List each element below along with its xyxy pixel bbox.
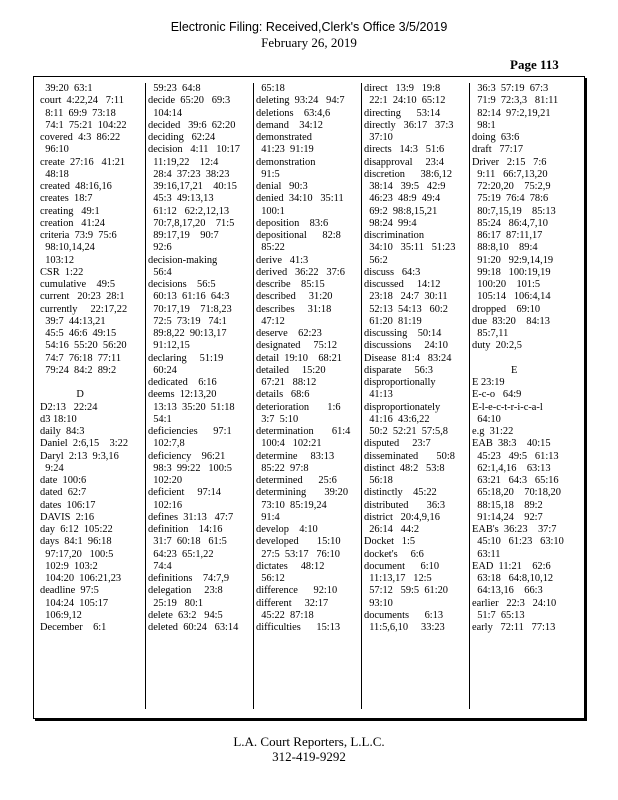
index-entry-line: delegation 23:8: [148, 585, 223, 597]
index-entry-line: 45:23 49:5 61:13: [472, 450, 559, 462]
index-entry-line: directly 36:17 37:3: [364, 119, 454, 131]
index-entry-line: Daniel 2:6,15 3:22: [40, 438, 129, 450]
index-entry-line: deficiency 96:21: [148, 450, 226, 462]
efiling-stamp: [0, 20, 618, 50]
index-entry-line: E-c-o 64:9: [472, 389, 522, 401]
index-entry-line: 88:8,10 89:4: [472, 242, 538, 254]
transcript-date: February 26, 2019: [261, 35, 357, 50]
index-entry-line: duty 20:2,5: [472, 340, 522, 352]
index-entry-line: Disease 81:4 83:24: [364, 352, 452, 364]
index-entry-line: [472, 353, 578, 365]
word-index-box: [33, 76, 585, 719]
index-entry-line: 25:19 80:1: [148, 597, 204, 609]
index-entry-line: distinct 48:2 53:8: [364, 462, 445, 474]
index-entry-line: cumulative 49:5: [40, 279, 116, 290]
index-entry-line: discussed 14:12: [364, 279, 441, 290]
index-entry-line: details 68:6: [256, 389, 310, 401]
index-entry-line: 28:4 37:23 38:23: [148, 168, 230, 180]
index-entry-line: 59:23 64:8: [148, 83, 201, 94]
index-entry-line: definitions 74:7,9: [148, 573, 230, 584]
index-entry-line: EAD 11:21 62:6: [472, 560, 551, 572]
index-entry-line: 23:18 24:7 30:11: [364, 291, 448, 303]
index-entry-line: deciding 62:24: [148, 132, 216, 143]
index-entry-line: 13:13 35:20 51:18: [148, 401, 235, 413]
index-entry-line: 93:10: [364, 597, 393, 609]
index-entry-line: 31:7 60:18 61:5: [148, 536, 227, 548]
index-entry-line: 11:19,22 12:4: [148, 156, 219, 168]
index-entry-line: EAB's 36:23 37:7: [472, 524, 557, 535]
index-entry-line: derived 36:22 37:6: [256, 266, 345, 278]
index-entry-line: discussing 50:14: [364, 328, 442, 339]
index-column-3: [256, 83, 358, 712]
index-entry-line: depositional 82:8: [256, 230, 341, 241]
index-entry-line: determine 83:13: [256, 450, 335, 462]
index-entry-line: 39:20 63:1: [40, 83, 93, 94]
index-entry-line: 50:2 52:21 57:5,8: [364, 426, 448, 437]
index-entry-line: deleted 60:24 63:14: [148, 622, 239, 633]
footer: [0, 734, 618, 764]
index-entry-line: developed 15:10: [256, 536, 341, 548]
index-entry-line: E: [472, 364, 518, 376]
index-entry-line: 41:23 91:19: [256, 144, 314, 156]
index-entry-line: e.g 31:22: [472, 426, 514, 437]
index-entry-line: 91:20 92:9,14,19: [472, 254, 554, 266]
index-entry-line: 85:22: [256, 242, 285, 254]
index-entry-line: date 100:6: [40, 475, 87, 486]
index-entry-line: discretion 38:6,12: [364, 168, 453, 180]
index-entry-line: 104:24 105:17: [40, 597, 109, 609]
index-entry-line: 98:10,14,24: [40, 242, 95, 254]
index-entry-line: 41:16 43:6,22: [364, 413, 430, 425]
index-entry-line: 89:17,19 90:7: [148, 230, 219, 241]
index-entry-line: 102:16: [148, 499, 183, 511]
index-entry-line: 26:14 44:2: [364, 524, 420, 535]
index-entry-line: 54:1: [148, 413, 172, 425]
index-entry-line: 85:7,11: [472, 328, 509, 339]
index-entry-line: deletions 63:4,6: [256, 107, 331, 119]
index-entry-line: days 84:1 96:18: [40, 536, 112, 548]
index-entry-line: decide 65:20 69:3: [148, 95, 231, 107]
index-entry-line: 86:17 87:11,17: [472, 230, 543, 241]
index-entry-line: create 27:16 41:21: [40, 156, 126, 168]
index-entry-line: 85:22 97:8: [256, 462, 309, 474]
index-entry-line: decided 39:6 62:20: [148, 119, 236, 131]
index-column-1: [40, 83, 142, 712]
index-entry-line: delete 63:2 94:5: [148, 609, 223, 621]
index-entry-line: deadline 97:5: [40, 585, 99, 597]
index-entry-line: disapproval 23:4: [364, 156, 444, 168]
index-entry-line: deleting 93:24 94:7: [256, 95, 345, 107]
index-entry-line: 56:2: [364, 254, 388, 266]
index-entry-line: determining 39:20: [256, 487, 349, 499]
index-entry-line: 72:5 73:19 74:1: [148, 315, 227, 327]
index-entry-line: disseminated 50:8: [364, 450, 455, 462]
index-entry-line: 45:5 46:6 49:15: [40, 328, 117, 339]
index-entry-line: direct 13:9 19:8: [364, 83, 441, 94]
index-entry-line: 64:10: [472, 413, 501, 425]
index-entry-line: 60:13 61:16 64:3: [148, 291, 230, 303]
index-entry-line: decisions 56:5: [148, 279, 216, 290]
index-entry-line: disproportionally: [364, 377, 436, 388]
index-entry-line: 98:3 99:22 100:5: [148, 462, 232, 474]
index-entry-line: 106:9,12: [40, 609, 82, 621]
index-entry-line: difference 92:10: [256, 585, 338, 597]
index-entry-line: draft 77:17: [472, 144, 524, 156]
index-entry-line: 70:17,19 71:8,23: [148, 303, 232, 315]
index-entry-line: demand 34:12: [256, 119, 323, 131]
index-entry-line: court 4:22,24 7:11: [40, 95, 124, 107]
index-entry-line: deterioration 1:6: [256, 401, 341, 413]
index-entry-line: covered 4:3 86:22: [40, 132, 121, 143]
index-entry-line: demonstration: [256, 156, 316, 168]
index-entry-line: 73:10 85:19,24: [256, 499, 327, 511]
index-entry-line: [40, 377, 142, 389]
index-entry-line: 63:18 64:8,10,12: [472, 573, 554, 584]
index-entry-line: disproportionately: [364, 401, 441, 413]
index-entry-line: 70:7,8,17,20 71:5: [148, 217, 235, 229]
index-entry-line: 102:9 103:2: [40, 560, 98, 572]
index-entry-line: 56:18: [364, 475, 393, 486]
index-entry-line: CSR 1:22: [40, 266, 84, 278]
index-entry-line: 100:4 102:21: [256, 438, 322, 450]
index-entry-line: dedicated 6:16: [148, 377, 217, 388]
index-column-2: [148, 83, 250, 712]
index-entry-line: 3:7 5:10: [256, 413, 299, 425]
index-column-4: [364, 83, 466, 712]
index-entry-line: 54:16 55:20 56:20: [40, 340, 127, 352]
index-entry-line: directs 14:3 51:6: [364, 144, 445, 156]
index-entry-line: 98:24 99:4: [364, 217, 417, 229]
index-entry-line: 105:14 106:4,14: [472, 291, 551, 303]
page-number: Page 113: [510, 57, 559, 72]
index-entry-line: 96:10: [40, 144, 69, 156]
index-entry-line: 74:7 76:18 77:11: [40, 352, 122, 364]
index-column-5: [472, 83, 578, 712]
index-entry-line: 104:14: [148, 107, 183, 119]
index-entry-line: 46:23 48:9 49:4: [364, 193, 441, 205]
index-entry-line: 100:1: [256, 205, 285, 217]
reporter-phone: 312-419-9292: [272, 749, 346, 764]
index-entry-line: district 20:4,9,16: [364, 511, 440, 523]
index-entry-line: 11:5,6,10 33:23: [364, 622, 445, 633]
index-entry-line: E 23:19: [472, 377, 505, 388]
index-entry-line: deserve 62:23: [256, 328, 322, 339]
index-entry-line: D: [40, 389, 84, 401]
index-entry-line: 27:5 53:17 76:10: [256, 548, 340, 560]
index-entry-line: due 83:20 84:13: [472, 315, 550, 327]
index-entry-line: doing 63:6: [472, 132, 520, 143]
index-entry-line: determined 25:6: [256, 475, 337, 486]
index-entry-line: 9:24: [40, 462, 64, 474]
index-entry-line: 82:14 97:2,19,21: [472, 107, 551, 119]
index-entry-line: 63:21 64:3 65:16: [472, 475, 559, 486]
index-entry-line: designated 75:12: [256, 340, 338, 352]
index-entry-line: EAB 38:3 40:15: [472, 438, 551, 450]
index-entry-line: discuss 64:3: [364, 266, 421, 278]
index-entry-line: 80:7,15,19 85:13: [472, 205, 556, 217]
index-entry-line: defines 31:13 47:7: [148, 511, 234, 523]
index-entry-line: 99:18 100:19,19: [472, 266, 551, 278]
index-entry-line: disputed 23:7: [364, 438, 431, 450]
index-entry-line: E-l-e-c-t-r-i-c-a-l: [472, 401, 543, 413]
index-entry-line: deems 12:13,20: [148, 389, 217, 401]
index-entry-line: definition 14:16: [148, 524, 223, 535]
index-entry-line: detail 19:10 68:21: [256, 352, 343, 364]
index-entry-line: daily 84:3: [40, 426, 85, 437]
efiling-line: Electronic Filing: Received,Clerk's Office 3/5/2019: [170, 20, 448, 34]
index-entry-line: Docket 1:5: [364, 536, 416, 548]
index-entry-line: 103:12: [40, 254, 75, 266]
index-entry-line: current 20:23 28:1: [40, 291, 125, 303]
index-entry-line: 85:24 86:4,7,10: [472, 217, 548, 229]
index-entry-line: demonstrated: [256, 132, 312, 143]
column-divider: [253, 83, 254, 709]
index-entry-line: 36:3 57:19 67:3: [472, 83, 549, 94]
index-entry-line: difficulties 15:13: [256, 622, 341, 633]
index-entry-line: 65:18: [256, 83, 285, 94]
index-entry-line: 41:13: [364, 389, 393, 401]
index-entry-line: 45:3 49:13,13: [148, 193, 214, 205]
index-entry-line: 38:14 39:5 42:9: [364, 181, 446, 192]
index-entry-line: 11:13,17 12:5: [364, 573, 432, 584]
index-entry-line: 100:20 101:5: [472, 279, 541, 290]
index-entry-line: detailed 15:20: [256, 364, 326, 376]
index-entry-line: derive 41:3: [256, 254, 309, 266]
index-entry-line: discussions 24:10: [364, 340, 448, 352]
index-entry-line: 52:13 54:13 60:2: [364, 303, 448, 315]
index-entry-line: 39:16,17,21 40:15: [148, 181, 237, 192]
index-entry-line: 91:12,15: [148, 340, 190, 352]
index-entry-line: 37:10: [364, 132, 393, 143]
index-entry-line: 75:19 76:4 78:6: [472, 193, 549, 205]
index-entry-line: 69:2 98:8,15,21: [364, 205, 438, 217]
index-entry-line: 47:12: [256, 315, 285, 327]
index-entry-line: dictates 48:12: [256, 560, 325, 572]
index-entry-line: decision-making: [148, 254, 218, 266]
index-entry-line: December 6:1: [40, 622, 107, 633]
index-entry-line: describe 85:15: [256, 279, 325, 290]
index-entry-line: directing 53:14: [364, 107, 441, 119]
index-entry-line: creating 49:1: [40, 205, 100, 217]
index-entry-line: 48:18: [40, 168, 69, 180]
index-entry-line: Driver 2:15 7:6: [472, 156, 547, 168]
index-entry-line: 45:10 61:23 63:10: [472, 536, 564, 548]
index-entry-line: declaring 51:19: [148, 352, 224, 364]
index-entry-line: D2:13 22:24: [40, 401, 98, 413]
index-entry-line: 74:4: [148, 560, 172, 572]
index-entry-line: early 72:11 77:13: [472, 622, 556, 633]
index-entry-line: 9:11 66:7,13,20: [472, 168, 548, 180]
index-entry-line: distinctly 45:22: [364, 487, 437, 499]
index-entry-line: 57:12 59:5 61:20: [364, 585, 448, 597]
index-entry-line: 64:13,16 66:3: [472, 585, 543, 597]
index-entry-line: 91:14,24 92:7: [472, 511, 543, 523]
index-entry-line: 97:17,20 100:5: [40, 548, 114, 560]
index-entry-line: deficient 97:14: [148, 487, 222, 499]
index-entry-line: 67:21 88:12: [256, 377, 317, 388]
index-entry-line: denial 90:3: [256, 181, 308, 192]
index-entry-line: 64:23 65:1,22: [148, 548, 214, 560]
index-entry-line: Daryl 2:13 9:3,16: [40, 450, 119, 462]
column-divider: [145, 83, 146, 709]
index-entry-line: describes 31:18: [256, 303, 332, 315]
index-entry-line: disparate 56:3: [364, 364, 433, 376]
index-entry-line: dated 62:7: [40, 487, 87, 499]
index-entry-line: DAVIS 2:16: [40, 511, 95, 523]
index-entry-line: 62:1,4,16 63:13: [472, 462, 551, 474]
index-entry-line: 102:20: [148, 475, 183, 486]
index-entry-line: 51:7 65:13: [472, 609, 525, 621]
index-entry-line: 88:15,18 89:2: [472, 499, 543, 511]
index-entry-line: 79:24 84:2 89:2: [40, 364, 117, 376]
index-entry-line: distributed 36:3: [364, 499, 446, 511]
index-entry-line: criteria 73:9 75:6: [40, 230, 117, 241]
index-entry-line: day 6:12 105:22: [40, 524, 113, 535]
index-entry-line: 45:22 87:18: [256, 609, 314, 621]
index-entry-line: dropped 69:10: [472, 303, 541, 315]
index-entry-line: creation 41:24: [40, 217, 105, 229]
index-entry-line: earlier 22:3 24:10: [472, 597, 557, 609]
column-divider: [469, 83, 470, 709]
index-entry-line: 65:18,20 70:18,20: [472, 487, 561, 499]
index-entry-line: denied 34:10 35:11: [256, 193, 344, 205]
index-entry-line: 104:20 106:21,23: [40, 573, 122, 584]
index-entry-line: 34:10 35:11 51:23: [364, 242, 456, 254]
index-entry-line: discrimination: [364, 230, 425, 241]
index-entry-line: 102:7,8: [148, 438, 185, 450]
index-entry-line: 91:4: [256, 511, 280, 523]
column-divider: [361, 83, 362, 709]
index-entry-line: 22:1 24:10 65:12: [364, 95, 446, 107]
index-entry-line: document 6:10: [364, 560, 440, 572]
index-entry-line: d3 18:10: [40, 413, 77, 425]
index-entry-line: 71:9 72:3,3 81:11: [472, 95, 559, 107]
index-entry-line: deficiencies 97:1: [148, 426, 232, 437]
index-entry-line: dates 106:17: [40, 499, 96, 511]
index-entry-line: 56:4: [148, 266, 172, 278]
index-entry-line: determination 61:4: [256, 426, 351, 437]
index-entry-line: 8:11 69:9 73:18: [40, 107, 116, 119]
index-entry-line: created 48:16,16: [40, 181, 112, 192]
reporter-name: L.A. Court Reporters, L.L.C.: [233, 734, 385, 749]
index-entry-line: 56:12: [256, 573, 285, 584]
index-entry-line: 61:20 81:19: [364, 315, 422, 327]
index-entry-line: 63:11: [472, 548, 501, 560]
index-entry-line: 91:5: [256, 168, 280, 180]
index-entry-line: 89:8,22 90:13,17: [148, 328, 227, 339]
index-entry-line: 60:24: [148, 364, 177, 376]
index-entry-line: currently 22:17,22: [40, 303, 128, 315]
index-entry-line: different 32:17: [256, 597, 329, 609]
index-entry-line: documents 6:13: [364, 609, 444, 621]
index-entry-line: 74:1 75:21 104:22: [40, 119, 127, 131]
index-entry-line: 39:7 44:13,21: [40, 315, 106, 327]
index-entry-line: creates 18:7: [40, 193, 93, 205]
index-entry-line: 72:20,20 75:2,9: [472, 181, 551, 192]
index-entry-line: develop 4:10: [256, 524, 318, 535]
index-entry-line: docket's 6:6: [364, 548, 424, 560]
index-entry-line: decision 4:11 10:17: [148, 144, 240, 156]
index-entry-line: described 31:20: [256, 291, 333, 303]
index-entry-line: deposition 83:6: [256, 217, 329, 229]
index-entry-line: 61:12 62:2,12,13: [148, 205, 230, 217]
index-entry-line: 92:6: [148, 242, 172, 254]
index-entry-line: 98:1: [472, 119, 496, 131]
